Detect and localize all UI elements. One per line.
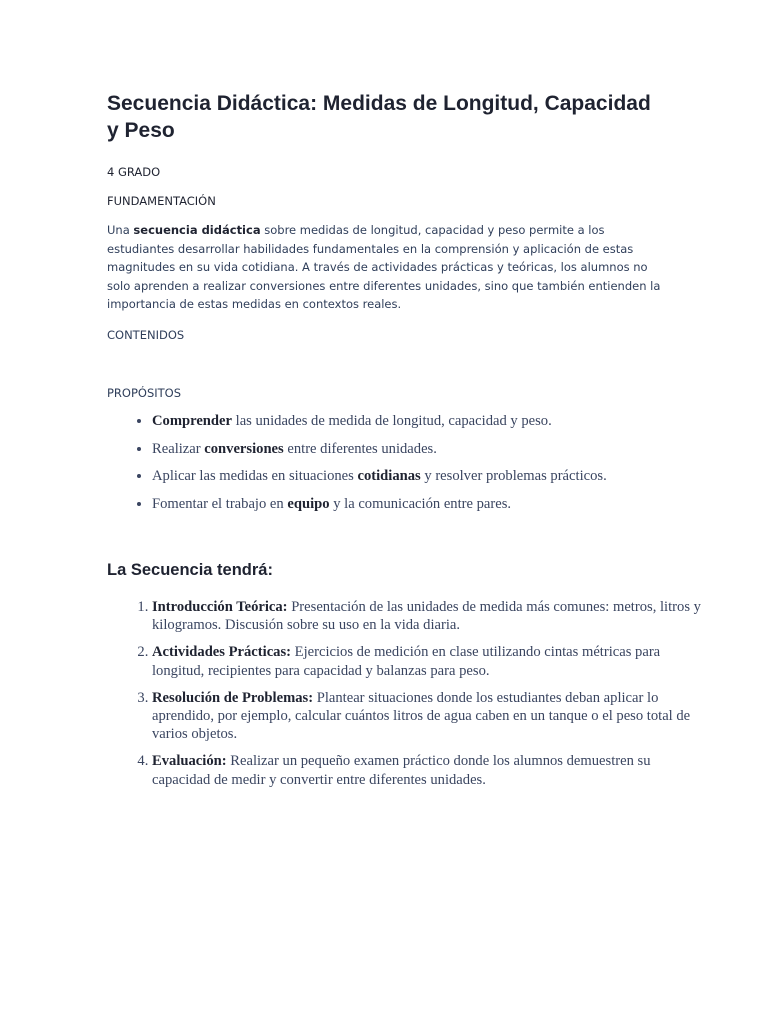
item-text: entre diferentes unidades. <box>283 440 437 457</box>
list-item <box>152 643 712 679</box>
secuencia-list <box>107 598 712 798</box>
fundamentacion-intro: Una <box>107 223 134 237</box>
section-contenidos: CONTENIDOS <box>107 328 185 342</box>
list-item <box>152 598 712 634</box>
list-item <box>152 467 687 486</box>
secuencia-heading: La Secuencia tendrá: <box>107 561 273 579</box>
grade-label: 4 GRADO <box>107 165 161 179</box>
item-bold: Actividades Prácticas: <box>152 644 292 661</box>
item-bold: cotidianas <box>357 468 421 485</box>
item-text: Fomentar el trabajo en <box>152 495 288 512</box>
fundamentacion-paragraph <box>107 221 667 314</box>
item-text: las unidades de medida de longitud, capacidad y peso. <box>232 413 552 429</box>
item-text: Realizar un pequeño examen práctico donde los alumnos demuestren su capacidad de medir y convertir entre diferentes unidades. <box>152 753 651 788</box>
item-text: Realizar <box>152 440 205 457</box>
item-text: Aplicar las medidas en situaciones <box>152 468 358 485</box>
item-bold: Comprender <box>152 413 232 429</box>
list-item <box>152 440 687 459</box>
propositos-list <box>107 412 687 522</box>
section-fundamentacion: FUNDAMENTACIÓN <box>107 194 216 208</box>
list-item <box>152 689 712 744</box>
list-item <box>152 412 687 431</box>
item-bold: Evaluación: <box>152 753 227 770</box>
list-item <box>152 495 687 514</box>
list-item <box>152 752 712 788</box>
fundamentacion-bold: secuencia didáctica <box>133 223 261 237</box>
document-title: Secuencia Didáctica: Medidas de Longitud, Capacidad y Peso <box>107 92 651 142</box>
item-bold: Resolución de Problemas: <box>152 689 314 706</box>
item-text: Presentación de las unidades de medida más comunes: metros, litros y kilogramos. Discusión sobre su uso en la vida diaria. <box>152 599 701 634</box>
item-text: Ejercicios de medición en clase utilizando cintas métricas para longitud, recipientes para capacidad y balanzas para peso. <box>152 644 661 679</box>
fundamentacion-rest: sobre medidas de longitud, capacidad y peso permite a los estudiantes desarrollar habilidades fundamentales en la comprensión y aplicación de estas magnitudes en su vida cotidiana. A través de actividades prácticas y teóricas, los alumnos no solo aprenden a realizar conversiones entre diferentes unidades, sino que también entienden la importancia de estas medidas en contextos reales. <box>107 223 661 312</box>
item-text: y la comunicación entre pares. <box>329 495 512 512</box>
item-text: y resolver problemas prácticos. <box>420 468 607 485</box>
section-propositos: PROPÓSITOS <box>107 386 182 400</box>
item-bold: conversiones <box>204 440 284 457</box>
item-bold: equipo <box>287 495 330 512</box>
item-text: Plantear situaciones donde los estudiantes deban aplicar lo aprendido, por ejemplo, calcular cuántos litros de agua caben en un tanque o el peso total de varios objetos. <box>152 689 691 743</box>
item-bold: Introducción Teórica: <box>152 599 288 615</box>
